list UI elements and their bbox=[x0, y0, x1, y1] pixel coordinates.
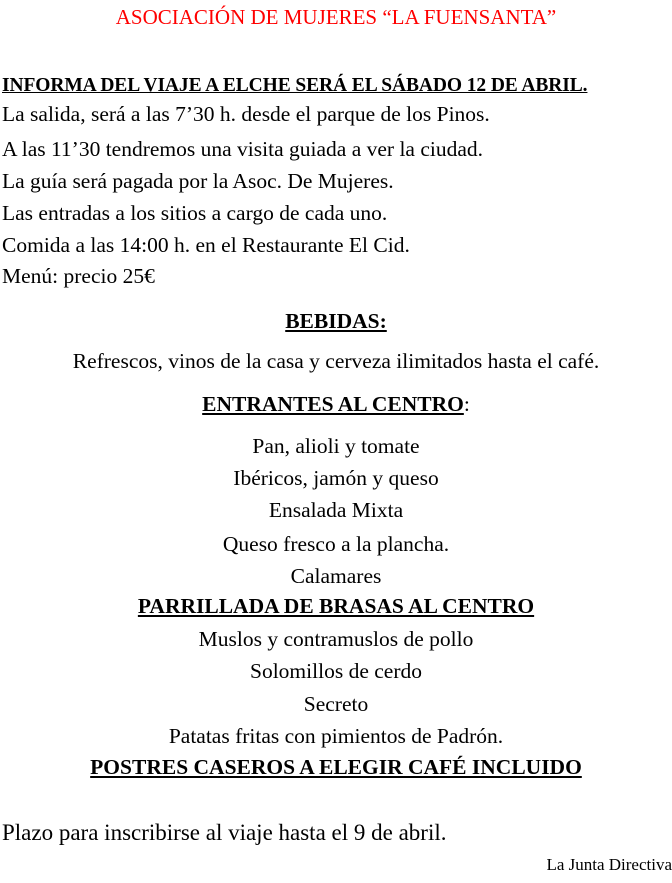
drinks-heading: BEBIDAS: bbox=[285, 309, 387, 333]
guide-payment-info: La guía será pagada por la Asoc. De Mujeres. bbox=[2, 169, 394, 193]
grill-item: Patatas fritas con pimientos de Padrón. bbox=[168, 724, 504, 748]
association-title: ASOCIACIÓN DE MUJERES “LA FUENSANTA” bbox=[115, 5, 557, 29]
grill-heading: PARRILLADA DE BRASAS AL CENTRO bbox=[137, 594, 535, 618]
starter-item: Ensalada Mixta bbox=[268, 498, 404, 522]
lunch-info: Comida a las 14:00 h. en el Restaurante El Cid. bbox=[2, 233, 410, 257]
grill-item: Solomillos de cerdo bbox=[250, 659, 422, 683]
starter-item: Calamares bbox=[290, 564, 382, 588]
starters-heading-colon: : bbox=[463, 392, 470, 416]
starters-heading bbox=[0, 394, 672, 416]
starter-item: Pan, alioli y tomate bbox=[252, 434, 420, 458]
trip-announcement-heading: INFORMA DEL VIAJE A ELCHE SERÁ EL SÁBADO 12 DE ABRIL. bbox=[2, 75, 588, 96]
departure-info: La salida, será a las 7’30 h. desde el parque de los Pinos. bbox=[2, 102, 490, 126]
starters-heading-text: ENTRANTES AL CENTRO bbox=[202, 392, 464, 416]
signature: La Junta Directiva bbox=[546, 855, 672, 874]
drinks-description: Refrescos, vinos de la casa y cerveza ilimitados hasta el café. bbox=[72, 349, 600, 373]
menu-price-info: Menú: precio 25€ bbox=[2, 264, 155, 288]
desserts-heading: POSTRES CASEROS A ELEGIR CAFÉ INCLUIDO bbox=[90, 755, 582, 779]
starter-item: Ibéricos, jamón y queso bbox=[233, 466, 439, 490]
grill-item: Muslos y contramuslos de pollo bbox=[198, 627, 474, 651]
guided-visit-info: A las 11’30 tendremos una visita guiada a ver la ciudad. bbox=[2, 137, 484, 161]
starter-item: Queso fresco a la plancha. bbox=[222, 532, 450, 556]
grill-item: Secreto bbox=[303, 692, 369, 716]
entrance-fees-info: Las entradas a los sitios a cargo de cada uno. bbox=[2, 201, 388, 225]
registration-deadline: Plazo para inscribirse al viaje hasta el 9 de abril. bbox=[2, 820, 447, 845]
